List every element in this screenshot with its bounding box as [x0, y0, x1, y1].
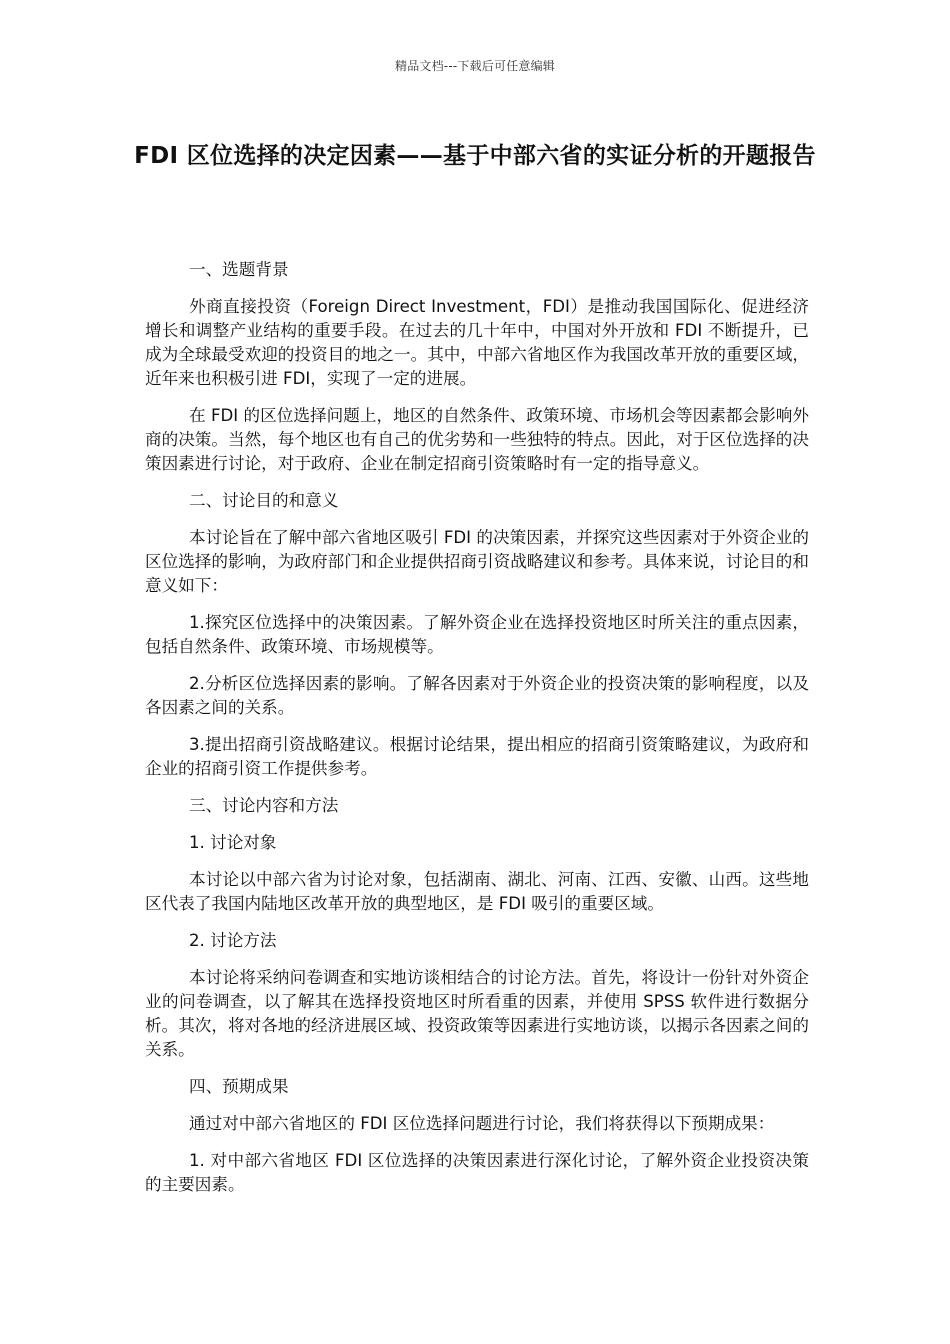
section-heading-purpose: 二、讨论目的和意义 — [189, 491, 339, 510]
document-title: FDI 区位选择的决定因素——基于中部六省的实证分析的开题报告 — [134, 143, 816, 169]
page-header: 精品文档---下载后可任意编辑 — [395, 59, 555, 73]
section-heading-content-method: 三、讨论内容和方法 — [189, 796, 339, 815]
paragraph: 本讨论以中部六省为讨论对象，包括湖南、湖北、河南、江西、安徽、山西。这些地区代表了我国内陆地区改革开放的典型地区，是 FDI 吸引的重要区域。 — [145, 870, 809, 913]
section-heading-expected-results: 四、预期成果 — [189, 1077, 289, 1096]
list-item: 2.分析区位选择因素的影响。了解各因素对于外资企业的投资决策的影响程度，以及各因素之间的关系。 — [145, 674, 809, 717]
paragraph: 外商直接投资（Foreign Direct Investment，FDI）是推动我国国际化、促进经济增长和调整产业结构的重要手段。在过去的几十年中，中国对外开放和 FDI 不断提升，已成为全球最受欢迎的投资目的地之一。其中，中部六省地区作为我国改革开放的重要区域，近年来也积极引进 FDI，实现了一定的进展。 — [145, 297, 809, 388]
paragraph: 本讨论将采纳问卷调查和实地访谈相结合的讨论方法。首先，将设计一份针对外资企业的问卷调查，以了解其在选择投资地区时所看重的因素，并使用 SPSS 软件进行数据分析。其次，将对各地的经济进展区域、投资政策等因素进行实地访谈，以揭示各因素之间的关系。 — [145, 968, 809, 1059]
document-body — [145, 258, 809, 1210]
paragraph: 本讨论旨在了解中部六省地区吸引 FDI 的决策因素，并探究这些因素对于外资企业的区位选择的影响，为政府部门和企业提供招商引资战略建议和参考。具体来说，讨论目的和意义如下： — [145, 528, 809, 595]
paragraph: 在 FDI 的区位选择问题上，地区的自然条件、政策环境、市场机会等因素都会影响外商的决策。当然，每个地区也有自己的优劣势和一些独特的特点。因此，对于区位选择的决策因素进行讨论，对于政府、企业在制定招商引资策略时有一定的指导意义。 — [145, 406, 809, 473]
list-item: 1.探究区位选择中的决策因素。了解外资企业在选择投资地区时所关注的重点因素，包括自然条件、政策环境、市场规模等。 — [145, 613, 809, 656]
subheading-object: 1. 讨论对象 — [189, 833, 277, 852]
subheading-method: 2. 讨论方法 — [189, 931, 277, 950]
list-item: 1. 对中部六省地区 FDI 区位选择的决策因素进行深化讨论，了解外资企业投资决策的主要因素。 — [145, 1151, 809, 1194]
section-heading-background: 一、选题背景 — [189, 260, 289, 279]
paragraph: 通过对中部六省地区的 FDI 区位选择问题进行讨论，我们将获得以下预期成果： — [189, 1114, 775, 1133]
list-item: 3.提出招商引资战略建议。根据讨论结果，提出相应的招商引资策略建议，为政府和企业的招商引资工作提供参考。 — [145, 735, 809, 778]
